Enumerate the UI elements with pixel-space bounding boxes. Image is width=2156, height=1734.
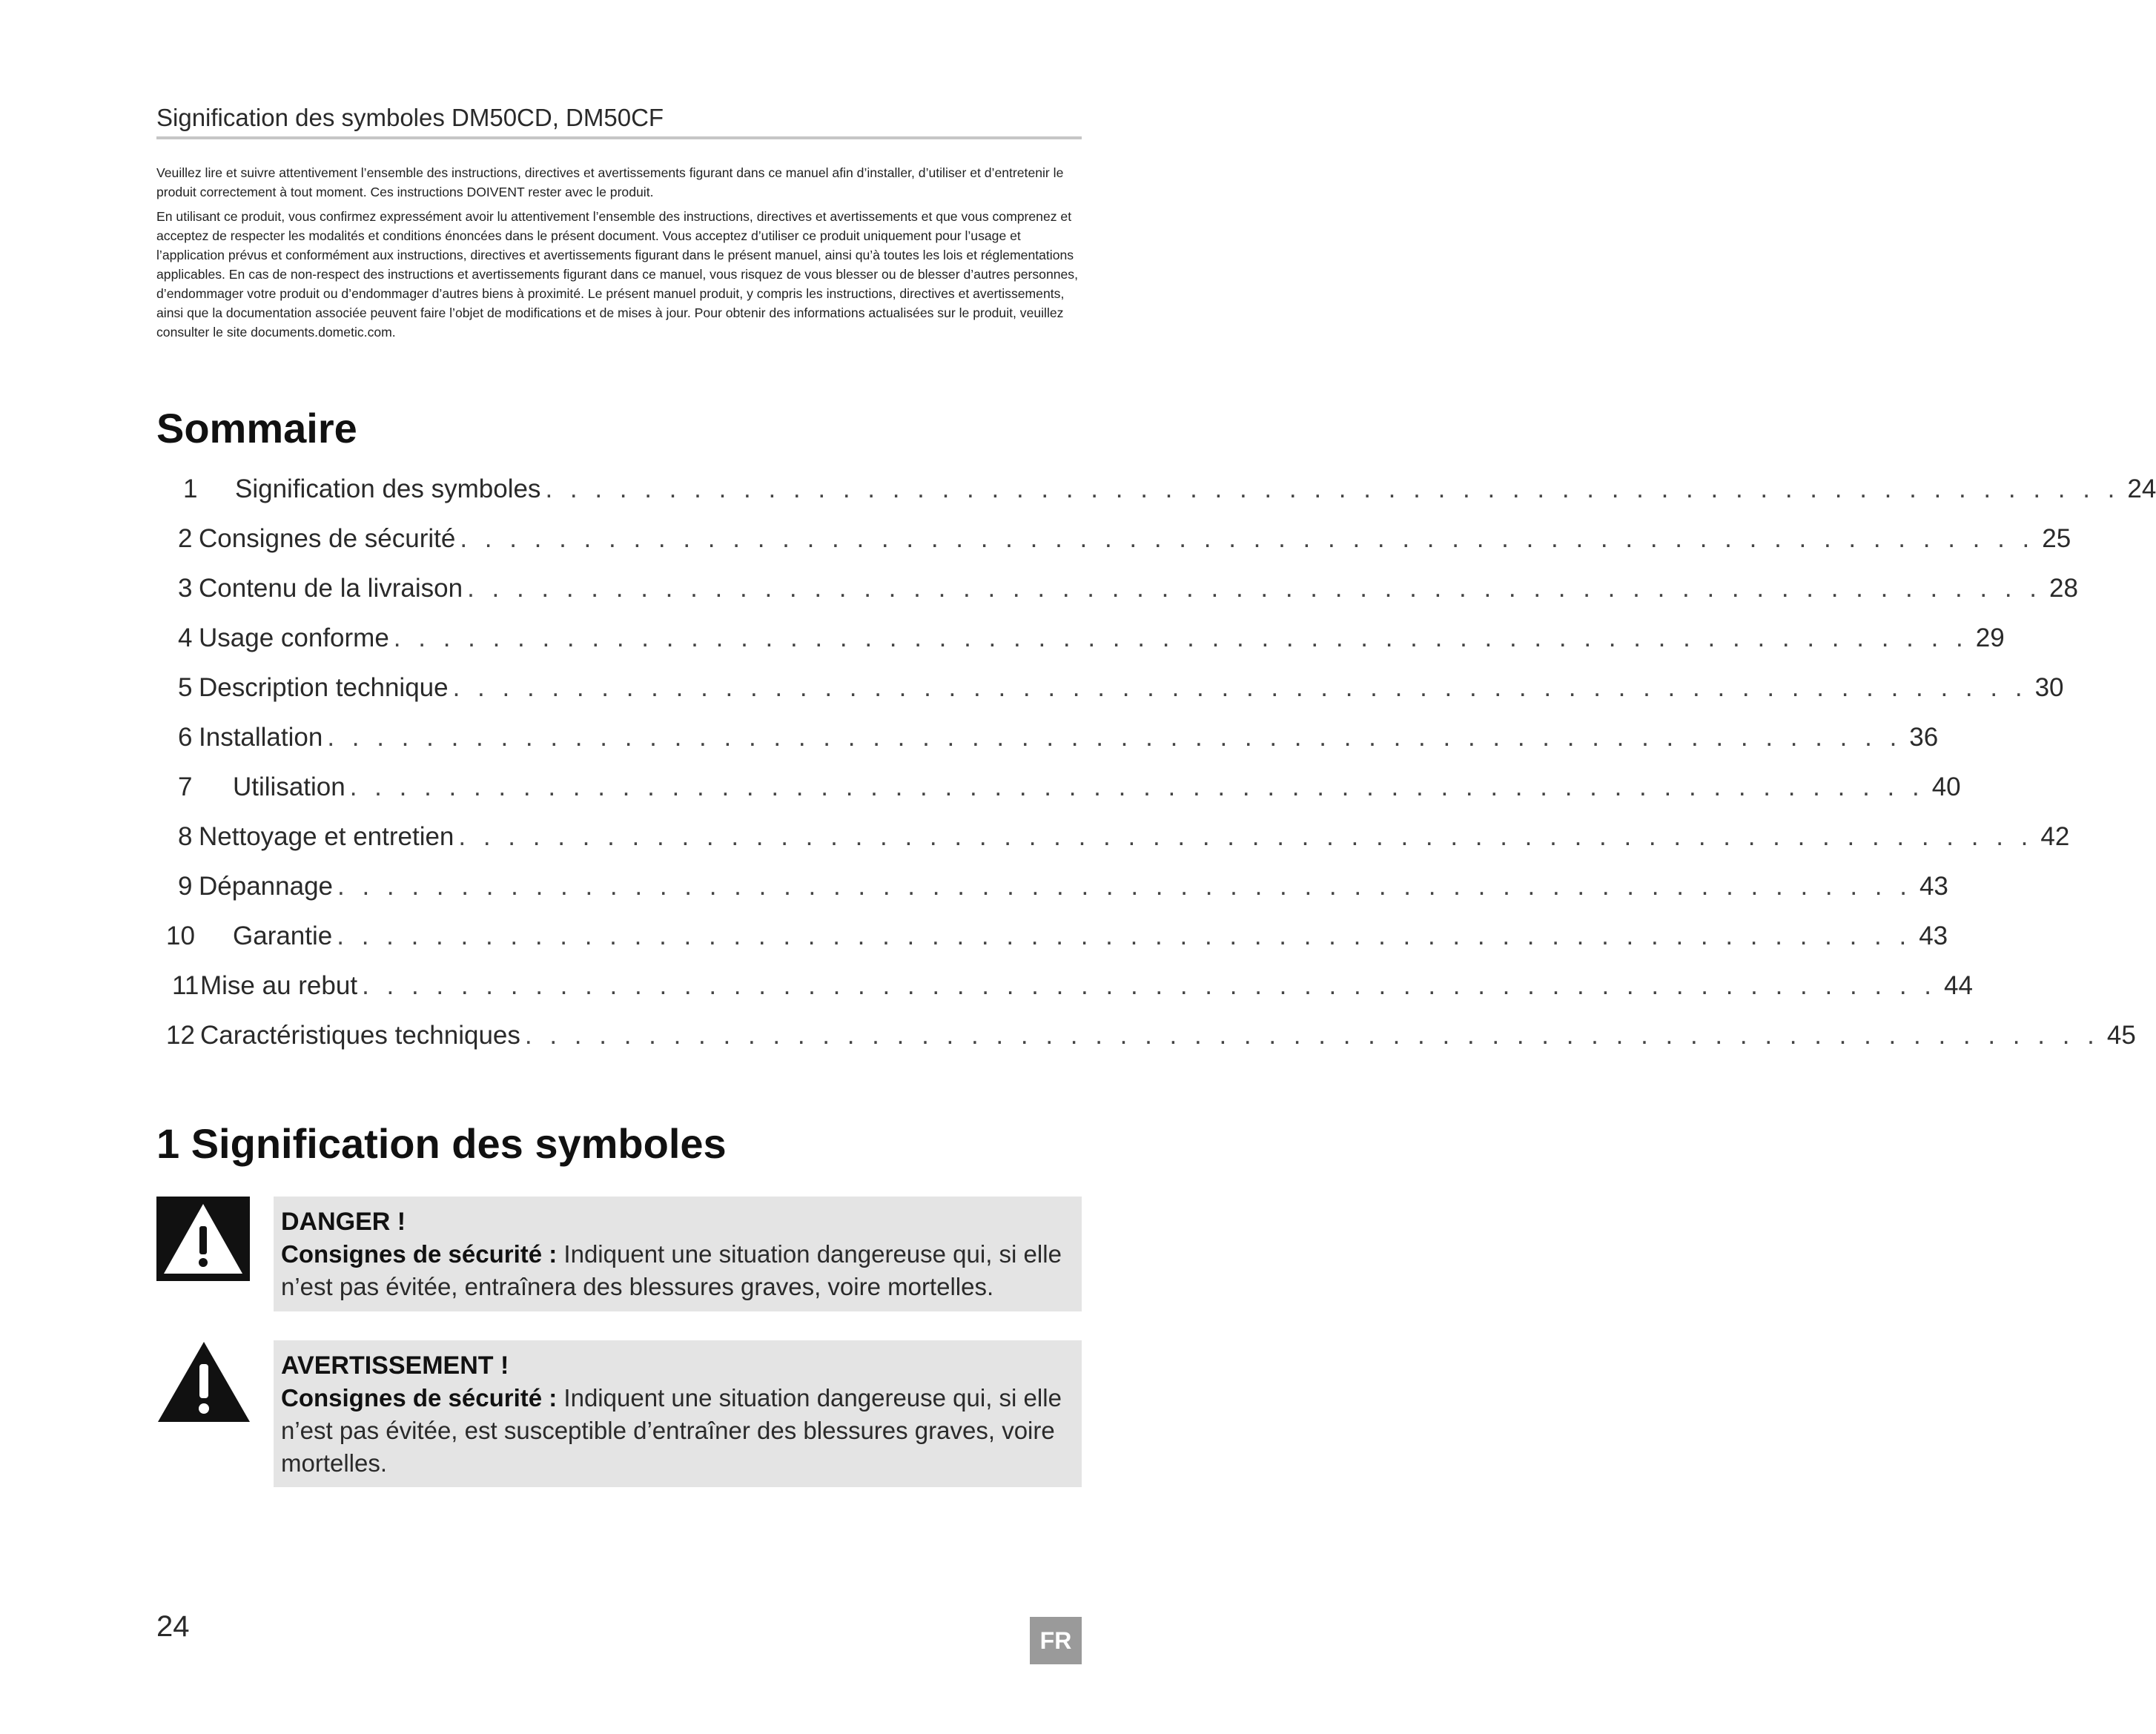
toc-dot-leader: . . . . . . . . . . . . . . . . . . . . . . . . . . . . . . . . . . . . . . . . . . . . . . . . . . . . . . . . . . . . . . . . — [362, 971, 1937, 1000]
toc-entry-page: 30 — [2034, 673, 2064, 702]
language-badge: FR — [1030, 1617, 1082, 1664]
toc-entry-4[interactable] — [178, 623, 2005, 661]
toc-entry-6[interactable] — [178, 723, 1939, 760]
toc-dot-leader: . . . . . . . . . . . . . . . . . . . . . . . . . . . . . . . . . . . . . . . . . . . . . . . . . . . . . . . . . . . . . . . . — [393, 623, 1968, 652]
toc-entry-11[interactable] — [172, 971, 1973, 1008]
running-header: Signification des symboles DM50CD, DM50CF — [156, 104, 1082, 139]
toc-dot-leader: . . . . . . . . . . . . . . . . . . . . . . . . . . . . . . . . . . . . . . . . . . . . . . . . . . . . . . . . . . . . . . . . — [327, 723, 1902, 752]
toc-heading: Sommaire — [156, 405, 357, 451]
toc-dot-leader: . . . . . . . . . . . . . . . . . . . . . . . . . . . . . . . . . . . . . . . . . . . . . . . . . . . . . . . . . . . . . . . . — [337, 872, 1912, 901]
warning-text: Indiquent une situation dangereuse qui, si elle n’est pas évitée, est susceptible d’entraîner des blessures graves, voire mortelles. — [281, 1384, 1062, 1477]
toc-dot-leader: . . . . . . . . . . . . . . . . . . . . . . . . . . . . . . . . . . . . . . . . . . . . . . . . . . . . . . . . . . . . . . . . — [460, 524, 2035, 553]
toc-dot-leader: . . . . . . . . . . . . . . . . . . . . . . . . . . . . . . . . . . . . . . . . . . . . . . . . . . . . . . . . . . . . . . . . — [458, 822, 2034, 851]
warning-icon — [156, 1340, 251, 1423]
toc-entry-page: 45 — [2106, 1021, 2136, 1050]
toc-entry-number: 3 — [178, 574, 193, 603]
toc-entry-7[interactable] — [178, 772, 1961, 810]
toc-entry-number: 5 — [178, 673, 193, 702]
toc-entry-title: Usage conforme — [199, 623, 389, 652]
danger-icon — [156, 1197, 250, 1281]
toc-dot-leader: . . . . . . . . . . . . . . . . . . . . . . . . . . . . . . . . . . . . . . . . . . . . . . . . . . . . . . . . . . . . . . . . — [349, 772, 1925, 801]
toc-entry-title: Caractéristiques techniques — [200, 1021, 520, 1050]
toc-entry-number: 8 — [178, 822, 193, 851]
toc-entry-9[interactable] — [178, 872, 1948, 909]
toc-entry-1[interactable] — [183, 474, 2156, 512]
toc-dot-leader: . . . . . . . . . . . . . . . . . . . . . . . . . . . . . . . . . . . . . . . . . . . . . . . . . . . . . . . . . . . . . . . . — [467, 574, 2043, 603]
toc-entry-title: Contenu de la livraison — [199, 574, 463, 603]
toc-entry-2[interactable] — [178, 524, 2071, 561]
toc-entry-page: 43 — [1919, 921, 1948, 950]
toc-entry-number: 2 — [178, 524, 193, 553]
danger-title: DANGER ! — [281, 1208, 406, 1236]
toc-entry-page: 25 — [2042, 524, 2071, 553]
toc-entry-page: 42 — [2040, 822, 2070, 851]
toc-entry-number: 7 — [178, 772, 193, 801]
toc-entry-title: Description technique — [199, 673, 449, 702]
toc-entry-number: 6 — [178, 723, 193, 752]
toc-dot-leader: . . . . . . . . . . . . . . . . . . . . . . . . . . . . . . . . . . . . . . . . . . . . . . . . . . . . . . . . . . . . . . . . — [452, 673, 2028, 702]
toc-entry-page: 29 — [1975, 623, 2005, 652]
section-1-heading: 1 Signification des symboles — [156, 1120, 727, 1167]
toc-entry-title: Consignes de sécurité — [199, 524, 456, 553]
toc-entry-title: Dépannage — [199, 872, 333, 901]
toc-entry-page: 40 — [1931, 772, 1961, 801]
danger-body — [281, 1238, 1074, 1303]
intro-paragraph-2: En utilisant ce produit, vous confirmez expressément avoir lu attentivement l’ensemble des instructions, directives et avertissements et que vous comprenez et acceptez de respecter les modalités et conditions énoncées dans le présent document. Vous acceptez d’utiliser ce produit uniquement pour l’usage et l’application prévus et conformément aux instructions, directives et avertissements figurant dans le présent manuel, ainsi qu’à toutes les lois et réglementations applicables. En cas de non-respect des instructions et avertissements figurant dans ce manuel, vous risquez de vous blesser ou de blesser d’autres personnes, d’endommager votre produit ou d’endommager d’autres biens à proximité. Le présent manuel produit, y compris les instructions, directives et avertissements, ainsi que la documentation associée peuvent faire l’objet de modifications et de mises à jour. Pour obtenir des informations actualisées sur le produit, veuillez consulter le site documents.dometic.com. — [156, 209, 1078, 340]
toc-dot-leader: . . . . . . . . . . . . . . . . . . . . . . . . . . . . . . . . . . . . . . . . . . . . . . . . . . . . . . . . . . . . . . . . — [524, 1021, 2100, 1050]
toc-entry-number: 11 — [172, 971, 199, 1000]
toc-entry-12[interactable] — [166, 1021, 2136, 1058]
warning-notice — [274, 1340, 1082, 1487]
toc-entry-number: 10 — [166, 921, 195, 950]
toc-entry-8[interactable] — [178, 822, 2070, 859]
page-number: 24 — [156, 1610, 190, 1643]
toc-entry-title: Utilisation — [233, 772, 345, 801]
toc-entry-page: 44 — [1944, 971, 1973, 1000]
warning-label: Consignes de sécurité : — [281, 1384, 558, 1412]
danger-text: Indiquent une situation dangereuse qui, si elle n’est pas évitée, entraînera des blessures graves, voire mortelles. — [281, 1240, 1062, 1300]
warning-title: AVERTISSEMENT ! — [281, 1351, 509, 1380]
toc-entry-title: Garantie — [233, 921, 333, 950]
toc-dot-leader: . . . . . . . . . . . . . . . . . . . . . . . . . . . . . . . . . . . . . . . . . . . . . . . . . . . . . . . . . . . . . . . . — [337, 921, 1912, 950]
toc-entry-title: Mise au rebut — [200, 971, 358, 1000]
toc-entry-10[interactable] — [166, 921, 1948, 959]
toc-entry-number: 12 — [166, 1021, 195, 1050]
toc-entry-3[interactable] — [178, 574, 2078, 611]
toc-entry-title: Installation — [199, 723, 323, 752]
warning-body — [281, 1382, 1074, 1480]
intro-text — [156, 163, 1082, 347]
toc-entry-page: 28 — [2049, 574, 2078, 603]
toc-dot-leader: . . . . . . . . . . . . . . . . . . . . . . . . . . . . . . . . . . . . . . . . . . . . . . . . . . . . . . . . . . . . . . . . — [545, 474, 2120, 503]
toc-entry-number: 1 — [183, 474, 198, 503]
toc-entry-page: 43 — [1919, 872, 1948, 901]
toc-entry-title: Nettoyage et entretien — [199, 822, 454, 851]
toc-entry-page: 36 — [1909, 723, 1939, 752]
toc-entry-number: 9 — [178, 872, 193, 901]
toc-entry-page: 24 — [2127, 474, 2156, 503]
danger-label: Consignes de sécurité : — [281, 1240, 558, 1268]
toc-entry-5[interactable] — [178, 673, 2064, 710]
toc-entry-title: Signification des symboles — [235, 474, 541, 503]
toc-entry-number: 4 — [178, 623, 193, 652]
intro-paragraph-1: Veuillez lire et suivre attentivement l’ensemble des instructions, directives et avertissements figurant dans ce manuel afin d’installer, d’utiliser et d’entretenir le produit correctement à tout moment. Ces instructions DOIVENT rester avec le produit. — [156, 165, 1064, 199]
danger-notice — [274, 1197, 1082, 1311]
